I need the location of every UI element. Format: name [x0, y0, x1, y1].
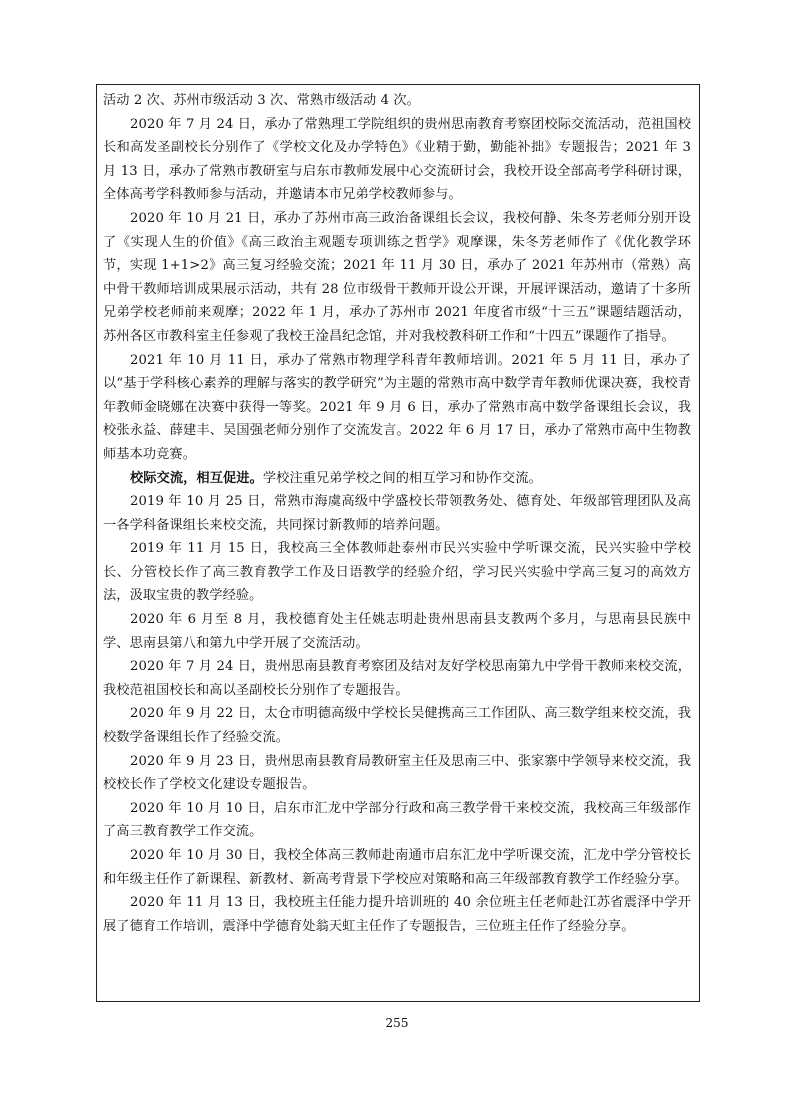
paragraph-sinan-bureau: 2020 年 9 月 23 日，贵州思南县教育局教研室主任及思南三中、张家寨中学领导来校交流，我校校长作了学校文化建设专题报告。	[103, 753, 691, 793]
paragraph-section-lead	[103, 467, 691, 491]
paragraph-taicang-visit: 2020 年 9 月 22 日，太仓市明德高级中学校长吴健携高三工作团队、高三数学组来校交流，我校数学备课组长作了经验交流。	[103, 706, 691, 746]
paragraph-huilong-visit: 2020 年 10 月 10 日，启东市汇龙中学部分行政和高三教学骨干来校交流，我校高三年级部作了高三教育教学工作交流。	[103, 800, 691, 840]
paragraph-haiyu-visit: 2019 年 10 月 25 日，常熟市海虞高级中学盛校长带领教务处、德育处、年级部管理团队及高一各学科备课组长来校交流，共同探讨新教师的培养问题。	[103, 494, 691, 533]
paragraph-continuation: 活动 2 次、苏州市级活动 3 次、常熟市级活动 4 次。	[103, 93, 420, 108]
paragraph-zhenze-training: 2020 年 11 月 13 日，我校班主任能力提升培训班的 40 余位班主任老师赴江苏省震泽中学开展了德育工作培训，震泽中学德育处翁天虹主任作了专题报告，三位班主任作了经验分享。	[103, 895, 691, 934]
paragraph-support-teaching: 2020 年 6 月至 8 月，我校德育处主任姚志明赴贵州思南县支教两个多月，与思南县民族中学、思南县第八和第九中学开展了交流活动。	[103, 612, 691, 651]
section-heading: 校际交流，相互促进。	[130, 470, 263, 486]
paragraph-sinan-delegation: 2020 年 7 月 24 日，贵州思南县教育考察团及结对友好学校思南第九中学骨干教师来校交流，我校范祖国校长和高以圣副校长分别作了专题报告。	[103, 659, 691, 698]
paragraph-physics-training: 2021 年 10 月 11 日，承办了常熟市物理学科青年教师培训。2021 年 5 月 11 日，承办了以“基于学科核心素养的理解与落实的教学研究”为主题的常熟市高中数学青年教师优课决赛，我校青年教师金晓娜在决赛中获得一等奖。2021 年 9 月 6 日，承办了常熟市高中数学备课组长会议，我校张永益、薛建丰、吴国强老师分别作了交流发言。2022 年 6 月 17 日，承办了常熟市高中生物教师基本功竞赛。	[103, 352, 691, 462]
paragraph-guizhou-exchange: 2020 年 7 月 24 日，承办了常熟理工学院组织的贵州思南教育考察团校际交流活动，范祖国校长和高发圣副校长分别作了《学校文化及办学特色》《业精于勤，勤能补拙》专题报告；2021 年 3 月 13 日，承办了常熟市教研室与启东市教师发展中心交流研讨会，我校开设全部高考学科研讨课，全体高考学科教师参与活动，并邀请本市兄弟学校教师参与。	[103, 116, 691, 203]
paragraph-minxing-visit: 2019 年 11 月 15 日，我校高三全体教师赴泰州市民兴实验中学听课交流，民兴实验中学校长、分管校长作了高三教育教学工作及日语教学的经验介绍，学习民兴实验中学高三复习的高效方法，汲取宝贵的教学经验。	[103, 541, 691, 604]
paragraph-huilong-trip: 2020 年 10 月 30 日，我校全体高三教师赴南通市启东汇龙中学听课交流，汇龙中学分管校长和年级主任作了新课程、新教材、新高考背景下学校应对策略和高三年级部教育教学工作经验分享。	[103, 848, 691, 887]
content-frame	[96, 84, 700, 1002]
paragraph-suzhou-politics: 2020 年 10 月 21 日，承办了苏州市高三政治备课组长会议，我校何静、朱冬芳老师分别开设了《实现人生的价值》《高三政治主观题专项训练之哲学》观摩课，朱冬芳老师作了《优化教学环节，实现 1+1>2》高三复习经验交流；2021 年 11 月 30 日，承办了 2021 年苏州市（常熟）高中骨干教师培训成果展示活动，共有 28 位市级骨干教师开设公开课，开展评课活动，邀请了十多所兄弟学校老师前来观摩；2022 年 1 月，承办了苏州市 2021 年度省市级“十三五”课题结题活动，苏州各区市教科室主任参观了我校王淦昌纪念馆，并对我校教科研工作和“十四五”课题作了指导。	[103, 210, 691, 344]
section-intro: 学校注重兄弟学校之间的相互学习和协作交流。	[262, 470, 542, 486]
page-number: 255	[385, 1016, 409, 1030]
